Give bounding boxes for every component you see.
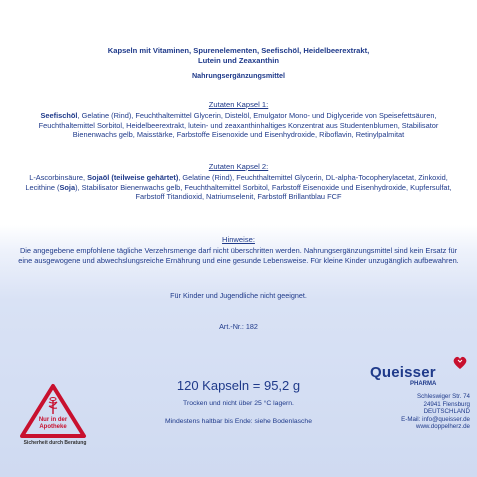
article-number: Art.-Nr.: 182 [219, 322, 258, 331]
brand-heart-icon [452, 356, 468, 370]
manufacturer-address [360, 393, 470, 431]
description-line-1: Kapseln mit Vitaminen, Spurenelementen, Seefischöl, Heidelbeerextrakt, [107, 46, 370, 55]
capsule-1-allergen: Seefischöl [40, 111, 78, 120]
badge-caption: Sicherheit durch Beratung [23, 440, 87, 446]
storage-note: Trocken und nicht über 25 °C lagern. [183, 400, 294, 407]
best-before-note: Mindestens haltbar bis Ende: siehe Bodenlasche [165, 418, 312, 425]
notes-heading: Hinweise: [222, 235, 255, 244]
badge-line-1: Nur in der [38, 417, 68, 423]
package-content: 120 Kapseln = 95,2 g [176, 378, 301, 393]
pharmacy-snake-icon [49, 398, 57, 415]
capsule-2-allergen-a: Sojaöl (teilweise gehärtet) [87, 173, 179, 182]
description-line-2: Lutein und Zeaxanthin [198, 56, 279, 65]
notes-text: Die angegebene empfohlene tägliche Verzehrsmenge darf nicht überschritten werden. Nahrungsergänzungsmittel sind kein Ersatz für eine ausgewogene und abwechslungsreiche Ernährung und eine gesunde Lebensweise. Für kleine Kinder unzugänglich aufbewahren. [18, 246, 459, 265]
capsule-2-heading: Zutaten Kapsel 2: [208, 162, 269, 171]
capsule-2-ingredients: L-Ascorbinsäure, Sojaöl (teilweise gehärtet), Gelatine (Rind), Feuchthaltemittel Glycerin, DL-alpha-Tocopherylacetat, Zinkoxid, Lecithine (Soja), Stabilisator Bienenwachs gelb, Feuchthaltemittel Sorbitol, Farbstoff Eisenoxide und Eisenhydroxide, Kupfersulfat, Farbstoff Titandioxid, Natriumselenit, Farbstoff Brillantblau FCF [25, 173, 452, 202]
product-category: Nahrungsergänzungsmittel [191, 71, 286, 80]
capsule-1-heading: Zutaten Kapsel 1: [208, 100, 269, 109]
address-city: 24941 Flensburg [423, 400, 470, 408]
children-warning: Für Kinder und Jugendliche nicht geeignet. [170, 291, 307, 300]
product-description [0, 46, 477, 66]
capsule-2-allergen-b: Soja [59, 182, 76, 192]
badge-line-2: Apotheke [39, 424, 67, 430]
brand-logo [370, 356, 470, 390]
address-street: Schleswiger Str. 74 [417, 393, 470, 400]
capsule-1-ingredients: Seefischöl, Gelatine (Rind), Feuchthaltemittel Glycerin, Distelöl, Emulgator Mono- und Diglyceride von Speisefettsäuren, Feuchthaltemittel Sorbitol, Heidelbeerextrakt, lutein- und zeaxanthinhaltiges Konzentrat aus Studentenblumen, Stabilisator Bienenwachs gelb, Maisstärke, Farbstoffe Eisenoxide und Eisenhydroxide, Riboflavin, Retinylpalmitat [38, 111, 439, 140]
address-country: DEUTSCHLAND [423, 408, 470, 416]
address-email: E-Mail: info@queisser.de [401, 415, 470, 423]
address-website: www.doppelherz.de [415, 423, 470, 431]
brand-sub: PHARMA [410, 381, 437, 387]
brand-name: Queisser [370, 364, 436, 381]
